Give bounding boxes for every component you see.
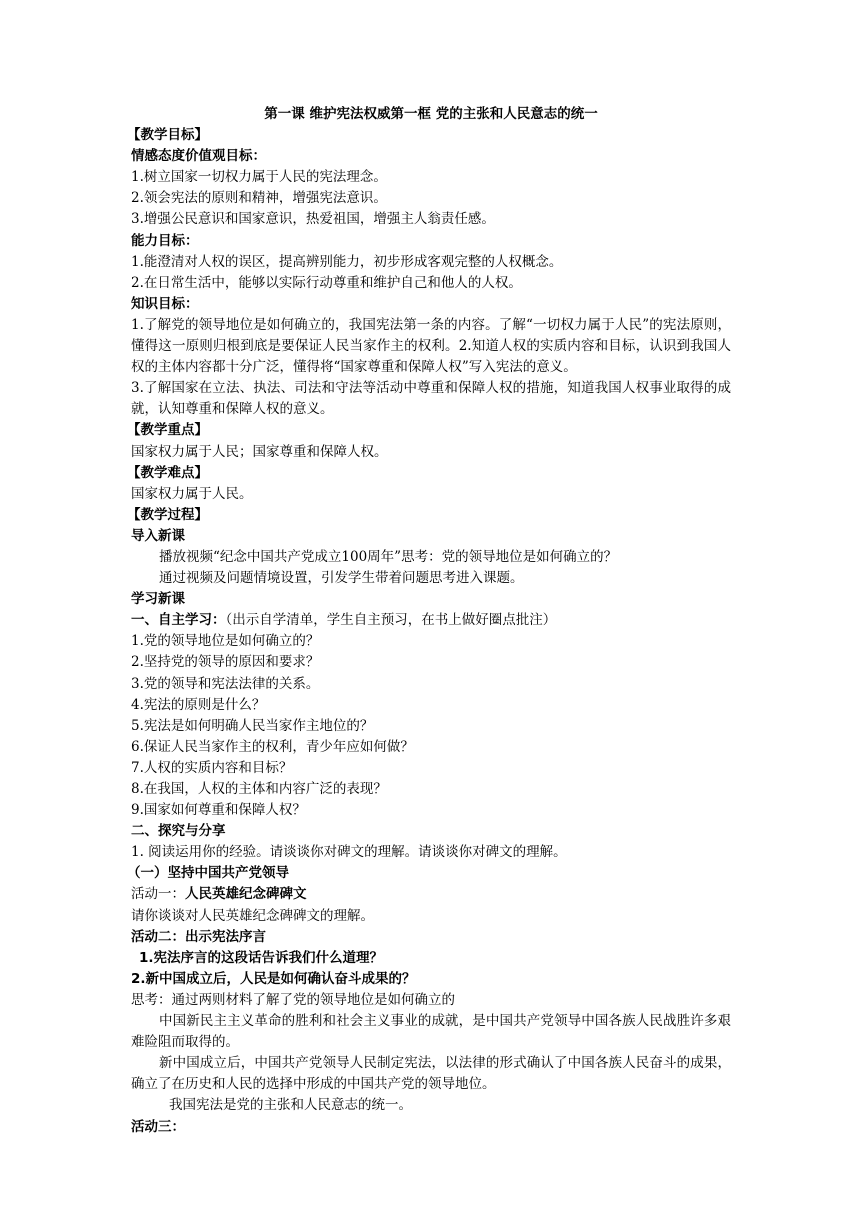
ability-heading: 能力目标： xyxy=(131,232,199,249)
document-page xyxy=(127,104,731,1138)
page-title: 第一课 维护宪法权威第一框 党的主张和人民意志的统一 xyxy=(264,106,598,122)
self-study-item: 8.在我国，人权的主体和内容广泛的表现？ xyxy=(131,781,387,797)
process-heading: 【教学过程】 xyxy=(127,506,208,523)
knowledge-heading: 知识目标： xyxy=(131,295,199,312)
activity1-prefix: 活动一： xyxy=(131,886,185,903)
objectives-heading: 【教学目标】 xyxy=(127,127,208,144)
knowledge-item: 3.了解国家在立法、执法、司法和守法等活动中尊重和保障人权的措施，知道我国人权事业取得的成就，认知尊重和保障人权的意义。 xyxy=(131,380,731,418)
intro-heading: 导入新课 xyxy=(131,527,185,544)
intro-line: 通过视频及问题情境设置，引发学生带着问题思考进入课题。 xyxy=(159,570,524,587)
activity3-title: 活动三： xyxy=(131,1118,185,1135)
material-paragraph: 新中国成立后，中国共产党领导人民制定宪法，以法律的形式确认了中国各族人民奋斗的成果，确立了在历史和人民的选择中形成的中国共产党的领导地位。 xyxy=(131,1055,731,1093)
self-study-item: 3.党的领导和宪法法律的关系。 xyxy=(131,675,320,692)
explore-subheading: （一）坚持中国共产党领导 xyxy=(127,865,289,882)
key-points-text: 国家权力属于人民；国家尊重和保障人权。 xyxy=(131,443,388,460)
ability-item: 2.在日常生活中，能够以实际行动尊重和维护自己和他人的人权。 xyxy=(131,274,522,291)
ability-item: 1.能澄清对人权的误区，提高辨别能力，初步形成客观完整的人权概念。 xyxy=(131,253,563,270)
self-study-item: 5.宪法是如何明确人民当家作主地位的？ xyxy=(131,717,374,734)
activity2-question: 2.新中国成立后，人民是如何确认奋斗成果的？ xyxy=(131,970,416,987)
self-study-item: 7.人权的实质内容和目标？ xyxy=(131,759,293,776)
think-line: 思考：通过两则材料了解了党的领导地位是如何确立的 xyxy=(131,991,455,1008)
activity2-title: 活动二：出示宪法序言 xyxy=(131,928,266,945)
new-lesson-heading: 学习新课 xyxy=(131,591,185,608)
activity2-question: 1.宪法序言的这段话告诉我们什么道理？ xyxy=(139,949,384,966)
explore-heading: 二、探究与分享 xyxy=(131,823,226,840)
emotion-item: 3.增强公民意识和国家意识，热爱祖国，增强主人翁责任感。 xyxy=(131,211,495,228)
key-points-heading: 【教学重点】 xyxy=(127,422,208,439)
difficulties-heading: 【教学难点】 xyxy=(127,464,208,481)
self-study-item: 4.宪法的原则是什么？ xyxy=(131,696,266,713)
self-study-item: 1.党的领导地位是如何确立的？ xyxy=(131,633,320,650)
activity1-title: 人民英雄纪念碑碑文 xyxy=(185,886,307,903)
knowledge-item: 1.了解党的领导地位是如何确立的，我国宪法第一条的内容。了解“一切权力属于人民”的宪法原则，懂得这一原则归根到底是要保证人民当家作主的权利。2.知道人权的实质内容和目标，认识到我国人权的主体内容都十分广泛，懂得将“国家尊重和保障人权”写入宪法的意义。 xyxy=(131,316,731,376)
self-study-item: 6.保证人民当家作主的权利，青少年应如何做？ xyxy=(131,738,414,755)
self-study-item: 2.坚持党的领导的原因和要求？ xyxy=(131,654,320,671)
material-paragraph: 中国新民主主义革命的胜利和社会主义事业的成就，是中国共产党领导中国各族人民战胜许多艰难险阻而取得的。 xyxy=(131,1013,731,1051)
self-study-item: 9.国家如何尊重和保障人权？ xyxy=(131,802,306,819)
emotion-item: 1.树立国家一切权力属于人民的宪法理念。 xyxy=(131,169,387,186)
intro-line: 播放视频“纪念中国共产党成立100周年”思考：党的领导地位是如何确立的？ xyxy=(159,548,618,565)
explore-line: 1. 阅读运用你的经验。请谈谈你对碑文的理解。请谈谈你对碑文的理解。 xyxy=(131,844,567,861)
emotion-item: 2.领会宪法的原则和精神，增强宪法意识。 xyxy=(131,190,387,207)
activity1-text: 请你谈谈对人民英雄纪念碑碑文的理解。 xyxy=(131,907,374,924)
conclusion-line: 我国宪法是党的主张和人民意志的统一。 xyxy=(169,1097,412,1114)
self-study-note: （出示自学清单，学生自主预习，在书上做好圈点批注） xyxy=(225,612,557,629)
self-study-heading: 一、自主学习： xyxy=(131,612,226,629)
emotion-heading: 情感态度价值观目标： xyxy=(131,148,266,165)
self-study-line xyxy=(131,610,731,631)
activity1-line xyxy=(131,884,731,905)
difficulties-text: 国家权力属于人民。 xyxy=(131,485,253,502)
